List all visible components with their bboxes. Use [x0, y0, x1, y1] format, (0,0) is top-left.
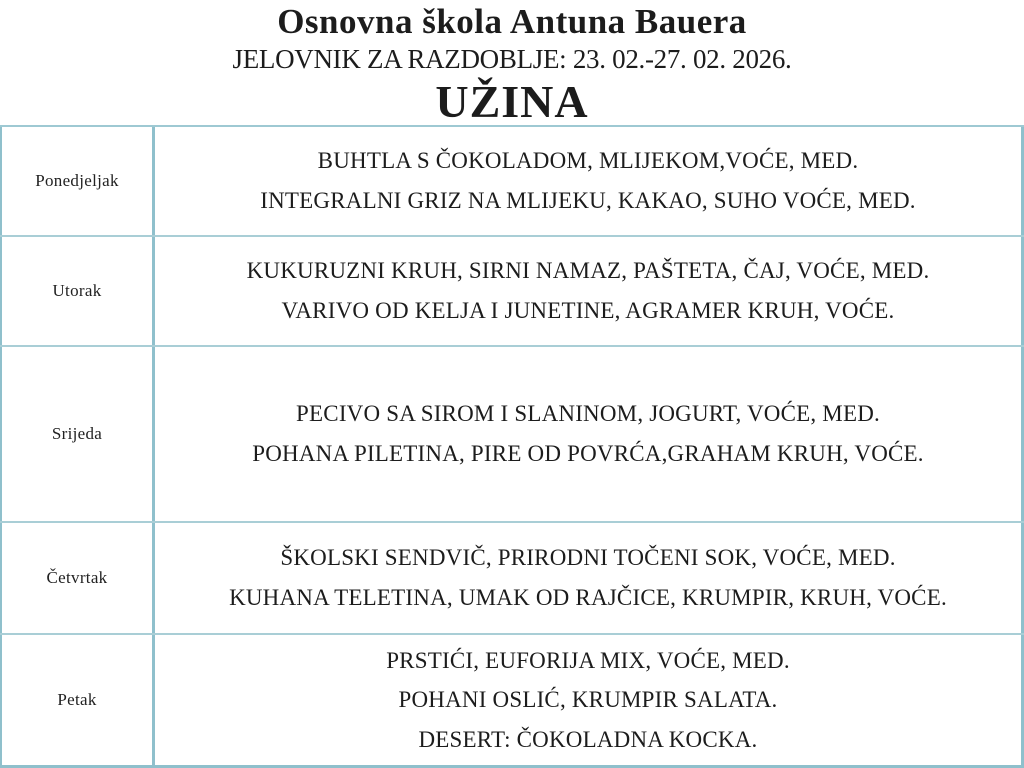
meal-line: POHANI OSLIĆ, KRUMPIR SALATA.: [398, 687, 778, 713]
menu-period-subtitle: JELOVNIK ZA RAZDOBLJE: 23. 02.-27. 02. 2026.: [232, 43, 792, 74]
meal-line: PRSTIĆI, EUFORIJA MIX, VOĆE, MED.: [386, 647, 790, 673]
day-label-ponedjeljak: Ponedjeljak: [0, 127, 155, 235]
meal-line: VARIVO OD KELJA I JUNETINE, AGRAMER KRUH, VOĆE.: [281, 298, 895, 323]
menu-row-ponedjeljak: [0, 127, 1024, 237]
document-header: [0, 0, 1024, 128]
day-label-srijeda: Srijeda: [0, 347, 155, 521]
menu-row-srijeda: [0, 347, 1024, 523]
meal-cell-cetvrtak: [155, 523, 1024, 633]
day-label-petak: Petak: [0, 635, 155, 765]
meal-cell-petak: [155, 635, 1024, 765]
meal-line: DESERT: ČOKOLADNA KOCKA.: [418, 726, 758, 752]
meal-line: INTEGRALNI GRIZ NA MLIJEKU, KAKAO, SUHO VOĆE, MED.: [260, 188, 916, 213]
meal-cell-ponedjeljak: [155, 127, 1024, 235]
school-name-title: Osnovna škola Antuna Bauera: [277, 2, 747, 41]
weekly-menu-table: [0, 125, 1024, 768]
meal-line: ŠKOLSKI SENDVIČ, PRIRODNI TOČENI SOK, VOĆE, MED.: [280, 545, 896, 571]
meal-type-heading: UŽINA: [435, 76, 589, 128]
day-label-cetvrtak: Četvrtak: [0, 523, 155, 633]
meal-line: KUHANA TELETINA, UMAK OD RAJČICE, KRUMPIR, KRUH, VOĆE.: [229, 585, 947, 610]
meal-line: BUHTLA S ČOKOLADOM, MLIJEKOM,VOĆE, MED.: [317, 148, 859, 174]
menu-row-petak: [0, 635, 1024, 765]
menu-row-utorak: [0, 237, 1024, 347]
meal-cell-utorak: [155, 237, 1024, 345]
meal-line: KUKURUZNI KRUH, SIRNI NAMAZ, PAŠTETA, ČAJ, VOĆE, MED.: [246, 258, 930, 284]
day-label-utorak: Utorak: [0, 237, 155, 345]
meal-cell-srijeda: [155, 347, 1024, 521]
menu-row-cetvrtak: [0, 523, 1024, 635]
meal-line: PECIVO SA SIROM I SLANINOM, JOGURT, VOĆE, MED.: [296, 401, 880, 427]
meal-line: POHANA PILETINA, PIRE OD POVRĆA,GRAHAM KRUH, VOĆE.: [252, 441, 924, 466]
